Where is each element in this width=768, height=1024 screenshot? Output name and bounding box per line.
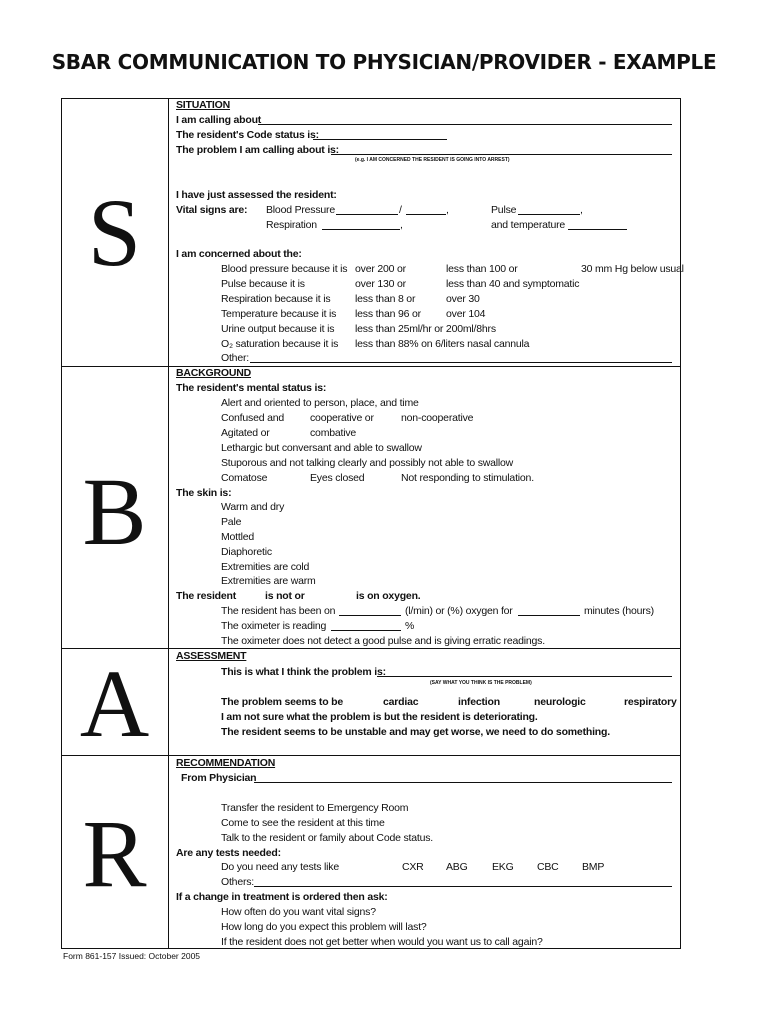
oxygen-amount-field[interactable] xyxy=(339,615,401,616)
oxygen-units-label: (l/min) or (%) oxygen for xyxy=(405,605,513,617)
oxygen-has-been-label: The resident has been on xyxy=(221,605,336,617)
concern-option: less than 100 or xyxy=(446,263,518,275)
blood-pressure-label: Blood Pressure xyxy=(266,204,335,216)
change-question: If the resident does not get better when would you want us to call again? xyxy=(221,936,543,948)
problem-option: respiratory xyxy=(624,696,677,708)
mental-status-option: cooperative or xyxy=(310,412,374,424)
concern-option: over 200 or xyxy=(355,263,406,275)
background-heading: BACKGROUND xyxy=(176,367,251,379)
concern-option: over 30 xyxy=(446,293,480,305)
respiration-comma: , xyxy=(400,219,403,231)
concern-option: less than 40 and symptomatic xyxy=(446,278,580,290)
test-option-cbc: CBC xyxy=(537,861,559,873)
other-field[interactable] xyxy=(250,362,672,363)
unstable-text: The resident seems to be unstable and may get worse, we need to do something. xyxy=(221,726,610,738)
calling-about-label: I am calling about xyxy=(176,114,262,126)
oxygen-resident-label: The resident xyxy=(176,590,237,602)
oxygen-on-option: is on oxygen. xyxy=(356,590,421,602)
concern-option: over 104 xyxy=(446,308,486,320)
mental-status-option: Comatose xyxy=(221,472,268,484)
problem-option: infection xyxy=(458,696,500,708)
row-divider-b-a xyxy=(61,648,681,649)
bp-systolic-field[interactable] xyxy=(336,214,398,215)
mental-status-option: Eyes closed xyxy=(310,472,365,484)
code-status-field[interactable] xyxy=(313,139,447,140)
problem-field[interactable] xyxy=(331,154,672,155)
recommendation-option: Come to see the resident at this time xyxy=(221,817,385,829)
situation-heading: SITUATION xyxy=(176,99,231,111)
concern-option: 30 mm Hg below usual xyxy=(581,263,684,275)
change-question: How long do you expect this problem will last? xyxy=(221,921,427,933)
oximeter-reading-field[interactable] xyxy=(331,630,401,631)
concern-option: less than 8 or xyxy=(355,293,416,305)
concern-label: Respiration because it is xyxy=(221,293,331,305)
oxygen-minutes-label: minutes (hours) xyxy=(584,605,654,617)
test-option-bmp: BMP xyxy=(582,861,605,873)
oxygen-not-option: is not or xyxy=(265,590,305,602)
mental-status-option: Agitated or xyxy=(221,427,270,439)
think-problem-label: This is what I think the problem is: xyxy=(221,666,386,678)
problem-seems-label: The problem seems to be xyxy=(221,696,344,708)
test-option-cxr: CXR xyxy=(402,861,424,873)
skin-option: Diaphoretic xyxy=(221,546,272,558)
concern-option: less than 96 or xyxy=(355,308,421,320)
bp-diastolic-field[interactable] xyxy=(406,214,446,215)
from-physician-field[interactable] xyxy=(254,782,672,783)
skin-option: Extremities are warm xyxy=(221,575,316,587)
concern-label: Urine output because it is xyxy=(221,323,335,335)
respiration-field[interactable] xyxy=(322,229,400,230)
pulse-comma: , xyxy=(580,204,583,216)
tests-label: Are any tests needed: xyxy=(176,847,281,859)
concern-label: O₂ saturation because it is xyxy=(221,338,339,350)
test-option-abg: ABG xyxy=(446,861,468,873)
skin-label: The skin is: xyxy=(176,487,232,499)
oxygen-duration-field[interactable] xyxy=(518,615,580,616)
bp-comma: , xyxy=(446,204,449,216)
form-footer: Form 861-157 Issued: October 2005 xyxy=(63,951,201,961)
respiration-label: Respiration xyxy=(266,219,317,231)
row-divider-s-b xyxy=(61,366,681,367)
calling-about-field[interactable] xyxy=(258,124,672,125)
mental-status-label: The resident's mental status is: xyxy=(176,382,327,394)
skin-option: Warm and dry xyxy=(221,501,285,513)
tests-like-label: Do you need any tests like xyxy=(221,861,339,873)
change-treatment-label: If a change in treatment is ordered then ask: xyxy=(176,891,388,903)
mental-status-option: Lethargic but conversant and able to swallow xyxy=(221,442,422,454)
concern-label: Blood pressure because it is xyxy=(221,263,348,275)
test-option-ekg: EKG xyxy=(492,861,514,873)
letter-b: B xyxy=(82,458,147,565)
code-status-label: The resident's Code status is: xyxy=(176,129,319,141)
others-label: Others: xyxy=(221,876,255,888)
skin-option: Mottled xyxy=(221,531,255,543)
mental-status-option: non-cooperative xyxy=(401,412,474,424)
recommendation-option: Transfer the resident to Emergency Room xyxy=(221,802,409,814)
problem-option: neurologic xyxy=(534,696,586,708)
assessment-heading: ASSESSMENT xyxy=(176,650,247,662)
concern-option: less than 88% on 6/liters nasal cannula xyxy=(355,338,530,350)
oximeter-percent: % xyxy=(405,620,415,632)
mental-status-option: Alert and oriented to person, place, and time xyxy=(221,397,419,409)
example-note: (e.g. I AM CONCERNED THE RESIDENT IS GOING INTO ARREST) xyxy=(355,157,510,163)
skin-option: Pale xyxy=(221,516,242,528)
recommendation-option: Talk to the resident or family about Code status. xyxy=(221,832,433,844)
concern-label: Pulse because it is xyxy=(221,278,305,290)
say-note: (SAY WHAT YOU THINK IS THE PROBLEM) xyxy=(430,680,532,686)
mental-status-option: Confused and xyxy=(221,412,284,424)
temperature-label: and temperature xyxy=(491,219,566,231)
problem-label: The problem I am calling about is: xyxy=(176,144,339,156)
concern-label: Temperature because it is xyxy=(221,308,337,320)
skin-option: Extremities are cold xyxy=(221,561,310,573)
other-label: Other: xyxy=(221,352,249,364)
mental-status-option: Not responding to stimulation. xyxy=(401,472,534,484)
letter-a: A xyxy=(79,650,150,757)
assessed-label: I have just assessed the resident: xyxy=(176,189,337,201)
concern-option: less than 25ml/hr or 200ml/8hrs xyxy=(355,323,496,335)
from-physician-label: From Physician xyxy=(181,772,257,784)
pulse-field[interactable] xyxy=(518,214,580,215)
oximeter-reading-label: The oximeter is reading xyxy=(221,620,327,632)
bp-slash: / xyxy=(399,204,402,216)
page-title: SBAR COMMUNICATION TO PHYSICIAN/PROVIDER - EXAMPLE xyxy=(51,50,717,74)
recommendation-heading: RECOMMENDATION xyxy=(176,757,276,769)
mental-status-option: combative xyxy=(310,427,357,439)
concerned-label: I am concerned about the: xyxy=(176,248,302,260)
vital-signs-label: Vital signs are: xyxy=(176,204,248,216)
pulse-label: Pulse xyxy=(491,204,517,216)
think-problem-field[interactable] xyxy=(377,676,672,677)
mental-status-option: Stuporous and not talking clearly and possibly not able to swallow xyxy=(221,457,514,469)
oximeter-erratic-text: The oximeter does not detect a good pulse and is giving erratic readings. xyxy=(221,635,545,647)
concern-option: over 130 or xyxy=(355,278,406,290)
not-sure-text: I am not sure what the problem is but the resident is deteriorating. xyxy=(221,711,538,723)
temperature-field[interactable] xyxy=(568,229,627,230)
column-divider xyxy=(168,98,169,949)
change-question: How often do you want vital signs? xyxy=(221,906,376,918)
others-field[interactable] xyxy=(254,886,672,887)
letter-r: R xyxy=(82,800,147,907)
letter-s: S xyxy=(87,179,142,286)
problem-option: cardiac xyxy=(383,696,419,708)
row-divider-a-r xyxy=(61,755,681,756)
